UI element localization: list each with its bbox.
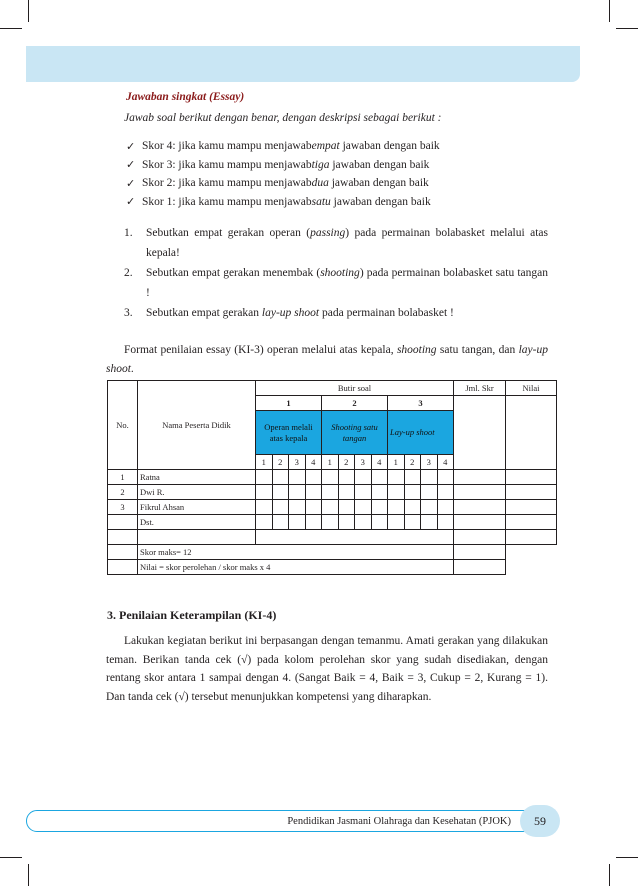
sub-score: 1 (388, 455, 405, 470)
crop-mark (0, 857, 22, 858)
nilai-formula: Nilai = skor perolehan / skor maks x 4 (138, 560, 454, 575)
header-no: No. (108, 381, 138, 470)
crop-mark (616, 28, 638, 29)
format-description: Format penilaian essay (KI-3) operan melalui atas kepala, shooting satu tangan, dan lay-up shoot. (106, 344, 548, 375)
checkmark-icon: ✓ (126, 195, 136, 209)
question-item: 2. Sebutkan empat gerakan menembak (shooting) pada permainan bolabasket satu tangan ! (124, 267, 548, 299)
sub-score: 4 (305, 455, 322, 470)
sub-score: 1 (322, 455, 339, 470)
checkmark-icon: ✓ (126, 158, 136, 172)
table-row (108, 500, 557, 515)
sub-score: 3 (421, 455, 438, 470)
sub-score: 3 (355, 455, 372, 470)
sub-score: 2 (404, 455, 421, 470)
essay-title: Jawaban singkat (Essay) (126, 91, 245, 103)
row-name: Dst. (138, 515, 256, 530)
row-name: Fikrul Ahsan (138, 500, 256, 515)
table-row (108, 470, 557, 485)
row-no: 2 (108, 485, 138, 500)
score-item: ✓ Skor 4: jika kamu mampu menjawab empat jawaban dengan baik (126, 139, 440, 153)
row-no (108, 530, 138, 545)
row-name (138, 530, 256, 545)
sub-score: 4 (371, 455, 388, 470)
item-name-shooting: Shooting satu tangan (322, 411, 388, 455)
item-number: 2 (322, 396, 388, 411)
section-title-keterampilan: 3. Penilaian Keterampilan (KI-4) (107, 608, 277, 622)
crop-mark (0, 28, 22, 29)
jml-skor-blank (454, 396, 506, 470)
row-no: 1 (108, 470, 138, 485)
question-item: 3. Sebutkan empat gerakan lay-up shoot pada permainan bolabasket ! (124, 307, 454, 319)
header-nilai: Nilai (506, 381, 557, 396)
question-list (124, 223, 548, 323)
question-item: 1. Sebutkan empat gerakan operan (passing) pada permainan bolabasket melalui atas kepala! (124, 227, 548, 259)
score-criteria-list (126, 137, 440, 211)
assessment-table (107, 380, 557, 575)
header-band (26, 46, 580, 82)
crop-mark (609, 0, 610, 22)
sub-score: 4 (437, 455, 454, 470)
keterampilan-text: Lakukan kegiatan berikut ini berpasangan dengan temanmu. Amati gerakan yang dilakukan teman. Berikan tanda cek (√) pada kolom perolehan skor yang sudah disediakan, dengan rentang skor antara 1 sampai dengan 4. (Sangat Baik = 4, Baik = 3, Cukup = 2, Kurang = 1). Dan tanda cek (√) tersebut menunjukkan kompetensi yang diharapkan. (106, 635, 548, 703)
item-name-layup: Lay-up shoot (388, 411, 454, 455)
book-title: Pendidikan Jasmani Olahraga dan Kesehatan (PJOK) (287, 815, 511, 827)
score-item: ✓ Skor 2: jika kamu mampu menjawab dua jawaban dengan baik (126, 176, 429, 190)
essay-instruction: Jawab soal berikut dengan benar, dengan deskripsi sebagai berikut : (124, 112, 442, 124)
sub-score: 2 (338, 455, 355, 470)
item-number: 3 (388, 396, 454, 411)
table-row (108, 485, 557, 500)
table-row (108, 515, 557, 530)
score-item: ✓ Skor 3: jika kamu mampu menjawab tiga jawaban dengan baik (126, 158, 430, 172)
page-number: 59 (520, 805, 560, 837)
header-butir-soal: Butir soal (256, 381, 454, 396)
row-name: Ratna (138, 470, 256, 485)
item-number: 1 (256, 396, 322, 411)
header-name: Nama Peserta Didik (138, 381, 256, 470)
header-jml-skor: Jml. Skr (454, 381, 506, 396)
skor-maks: Skor maks= 12 (138, 545, 454, 560)
row-name: Dwi R. (138, 485, 256, 500)
crop-mark (616, 857, 638, 858)
crop-mark (28, 0, 29, 22)
score-item: ✓ Skor 1: jika kamu mampu menjawab satu jawaban dengan baik (126, 195, 431, 209)
crop-mark (609, 864, 610, 886)
row-no (108, 515, 138, 530)
table-row (108, 530, 557, 545)
sub-score: 2 (272, 455, 289, 470)
checkmark-icon: ✓ (126, 139, 136, 153)
nilai-blank (506, 396, 557, 470)
sub-score: 1 (256, 455, 273, 470)
item-name-operan: Operan melali atas kepala (256, 411, 322, 455)
sub-score: 3 (289, 455, 306, 470)
checkmark-icon: ✓ (126, 176, 136, 190)
crop-mark (28, 864, 29, 886)
row-no: 3 (108, 500, 138, 515)
footer-bar (26, 810, 558, 832)
